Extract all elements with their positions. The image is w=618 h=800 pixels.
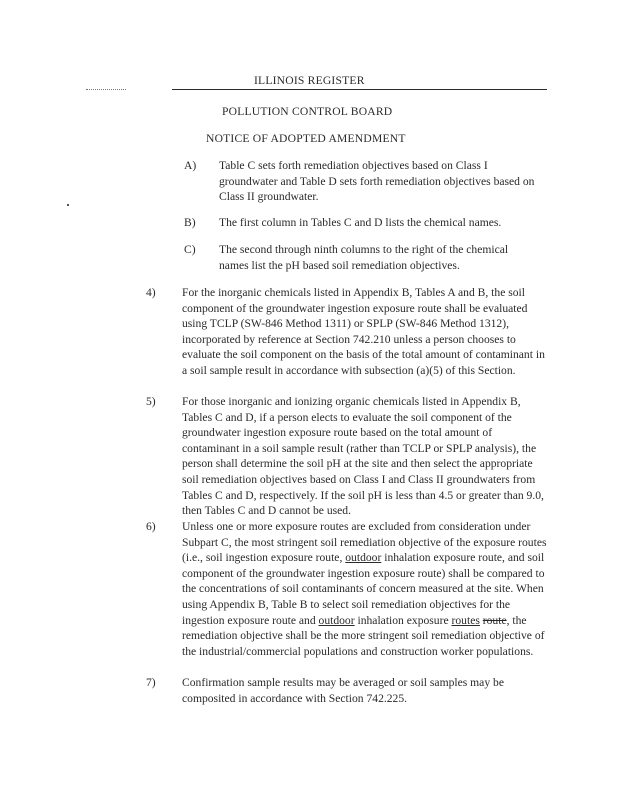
notice-title: NOTICE OF ADOPTED AMENDMENT <box>206 132 406 145</box>
sub-item-text-b: The first column in Tables C and D lists the chemical names. <box>219 216 502 229</box>
item-6-part-3: inhalation exposure <box>354 613 452 627</box>
header-rule <box>172 89 547 90</box>
sub-item-text-a: Table C sets forth remediation objectives based on Class I groundwater and Table D sets forth remediation objectives based on Class II groundwater. <box>219 159 535 204</box>
header-rule-left <box>86 89 126 90</box>
board-title: POLLUTION CONTROL BOARD <box>222 105 393 118</box>
amendment-insertion: outdoor <box>318 613 355 627</box>
amendment-insertion: outdoor <box>345 551 382 565</box>
item-7-label: 7) <box>146 676 156 689</box>
item-7-text: Confirmation sample results may be averaged or soil samples may be composited in accordance with Section 742.225. <box>182 676 504 705</box>
sub-item-label-a: A) <box>184 159 197 172</box>
item-6-label: 6) <box>146 520 156 533</box>
item-4-text: For the inorganic chemicals listed in Appendix B, Tables A and B, the soil component of the groundwater ingestion exposure route shall be evaluated using TCLP (SW-846 Method 1311) or SPLP (SW-846 Method 1312), incorporated by reference at Section 742.210 unless a person chooses to evaluate the soil component on the basis of the total amount of contaminant in a soil sample result in accordance with subsection (a)(5) of this Section. <box>182 286 545 377</box>
item-6-part-1: Unless one or more exposure routes are excluded from consideration under Subpart C, the most stringent soil remediation objective of the exposure routes (i.e., soil ingestion exposure route, <box>182 520 547 565</box>
item-6-part-2: inhalation exposure route, and soil component of the groundwater ingestion exposure route) shall be compared to the concentrations of soil contaminants of concern measured at the site. When using Appendix B, Table B to select soil remediation objectives for the ingestion exposure route and <box>182 551 545 627</box>
item-6-part-5: , the remediation objective shall be the more stringent soil remediation objective of the industrial/commercial populations and construction worker populations. <box>182 613 545 658</box>
item-6-text <box>182 519 548 659</box>
item-5-label: 5) <box>146 395 156 408</box>
sub-item-text-c: The second through ninth columns to the right of the chemical names list the pH based soil remediation objectives. <box>219 243 509 272</box>
register-title: ILLINOIS REGISTER <box>254 74 365 87</box>
item-5-text: For those inorganic and ionizing organic chemicals listed in Appendix B, Tables C and D, if a person elects to evaluate the soil component of the groundwater ingestion exposure route based on the total amount of contaminant in a soil sample result (rather than TCLP or SPLP analysis), the person shall determine the soil pH at the site and then select the appropriate soil remediation objectives based on Class I and Class II groundwaters from Tables C and D, respectively. If the soil pH is less than 4.5 or greater than 9.0, then Tables C and D cannot be used. <box>182 395 544 518</box>
amendment-insertion: routes <box>451 613 480 627</box>
sub-item-label-c: C) <box>184 243 196 256</box>
scan-speck <box>67 204 69 206</box>
sub-item-label-b: B) <box>184 216 196 229</box>
item-4-label: 4) <box>146 286 156 299</box>
amendment-deletion: route <box>482 613 507 627</box>
